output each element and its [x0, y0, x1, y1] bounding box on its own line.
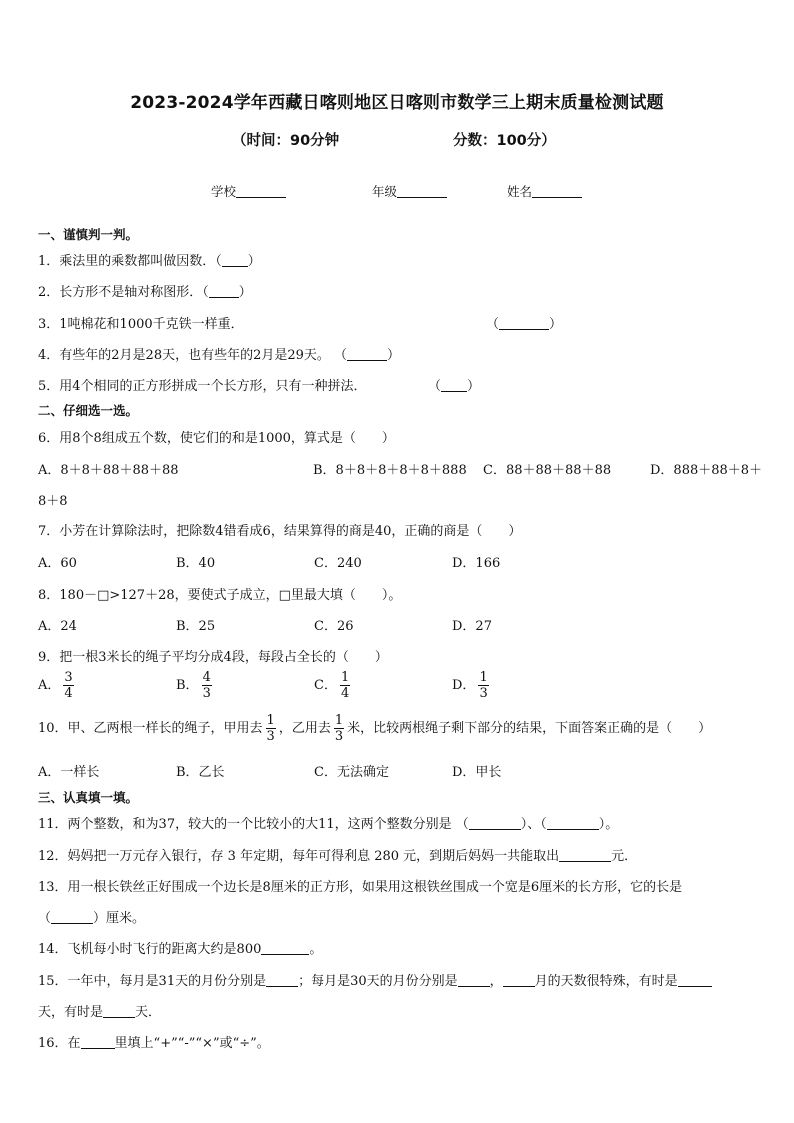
- option-a[interactable]: A．60: [38, 556, 77, 571]
- question-2: 2．长方形不是轴对称图形．（ ）: [38, 285, 252, 300]
- answer-blank[interactable]: [261, 940, 309, 955]
- option-c[interactable]: C．无法确定: [314, 765, 389, 780]
- answer-blank[interactable]: [458, 972, 490, 987]
- question-14: 14．飞机每小时飞行的距离大约是800 。: [38, 942, 323, 957]
- fraction: $\frac{4}{3}$: [202, 670, 211, 701]
- answer-blank[interactable]: [547, 815, 599, 830]
- option-a[interactable]: A．24: [38, 619, 77, 634]
- option-d[interactable]: D．27: [452, 619, 492, 634]
- question-10: 10．甲、乙两根一样长的绳子，甲用去 $\frac{1}{3}$ ，乙用去 $\frac{1}{3}$ 米，比较两根绳子剩下部分的结果，下面答案正确的是（ ）: [38, 713, 712, 744]
- option-b[interactable]: B．乙长: [176, 765, 225, 780]
- question-6: 6．用8个8组成五个数，使它们的和是1000，算式是（ ）: [38, 431, 395, 446]
- question-15: 15．一年中，每月是31天的月份分别是 ；每月是30天的月份分别是 ， 月的天数很特殊，有时是: [38, 970, 712, 989]
- question-8: 8．180－□>127＋28，要使式子成立，□里最大填（ ）。: [38, 588, 402, 603]
- page-title: 2023-2024学年西藏日喀则地区日喀则市数学三上期末质量检测试题: [130, 93, 664, 113]
- name-blank[interactable]: [532, 183, 582, 198]
- grade-field[interactable]: 年级: [372, 182, 447, 200]
- option-d[interactable]: D．166: [452, 556, 501, 571]
- fraction: $\frac{1}{3}$: [266, 713, 275, 744]
- grade-blank[interactable]: [397, 183, 447, 198]
- option-c[interactable]: C．26: [314, 619, 354, 634]
- question-13-answer: （ ）厘米。: [38, 911, 146, 926]
- answer-blank[interactable]: [222, 252, 248, 267]
- option-d[interactable]: D．甲长: [452, 765, 502, 780]
- option-d[interactable]: D．888＋88＋8＋: [650, 463, 763, 478]
- section-heading-fill: 三、认真填一填。: [38, 790, 139, 805]
- fraction: $\frac{3}{4}$: [64, 670, 73, 701]
- fraction: $\frac{1}{4}$: [340, 670, 350, 701]
- answer-blank[interactable]: [678, 972, 712, 987]
- option-b[interactable]: B．25: [176, 619, 216, 634]
- option-d-continued: 8＋8: [38, 494, 68, 509]
- option-c[interactable]: C．88＋88＋88＋88: [483, 463, 612, 478]
- question-15-continued: 天，有时是 天．: [38, 1005, 162, 1020]
- school-blank[interactable]: [236, 183, 286, 198]
- question-9: 9．把一根3米长的绳子平均分成4段，每段占全长的（ ）: [38, 650, 388, 665]
- question-16: 16．在 里填上“+”“-”“×”或“÷”。: [38, 1036, 270, 1051]
- answer-blank[interactable]: [469, 815, 521, 830]
- answer-blank[interactable]: [266, 972, 298, 987]
- answer-blank[interactable]: [51, 909, 93, 924]
- answer-blank[interactable]: [559, 847, 611, 862]
- answer-blank[interactable]: [503, 972, 535, 987]
- option-a[interactable]: A． $\frac{3}{4}$: [38, 670, 73, 701]
- option-d[interactable]: D． $\frac{1}{3}$: [452, 670, 488, 701]
- answer-blank[interactable]: [209, 283, 239, 298]
- answer-blank[interactable]: [81, 1034, 115, 1049]
- question-5-answer: （ ）: [428, 379, 481, 394]
- option-b[interactable]: B．8＋8＋8＋8＋8＋888: [313, 463, 467, 478]
- fraction: $\frac{1}{3}$: [334, 713, 344, 744]
- school-field[interactable]: 学校: [211, 182, 286, 200]
- option-c[interactable]: C．240: [314, 556, 362, 571]
- question-3: 3．1吨棉花和1000千克铁一样重．: [38, 317, 244, 332]
- question-11: 11．两个整数，和为37，较大的一个比较小的大11，这两个整数分别是 （ ）、（ ）。: [38, 817, 619, 832]
- question-12: 12．妈妈把一万元存入银行，存 3 年定期，每年可得利息 280 元，到期后妈妈一共能取出 元．: [38, 849, 638, 864]
- question-13: 13．用一根长铁丝正好围成一个边长是8厘米的正方形，如果用这根铁丝围成一个宽是6厘米的长方形，它的长是: [38, 880, 683, 895]
- answer-blank[interactable]: [347, 346, 387, 361]
- option-a[interactable]: A．一样长: [38, 765, 100, 780]
- exam-time: （时间：90分钟: [232, 133, 340, 149]
- question-7: 7．小芳在计算除法时，把除数4错看成6，结果算得的商是40，正确的商是（ ）: [38, 524, 522, 539]
- question-4: 4．有些年的2月是28天，也有些年的2月是29天。 （ ）: [38, 348, 401, 363]
- answer-blank[interactable]: [103, 1003, 135, 1018]
- section-heading-judge: 一、谨慎判一判。: [38, 227, 139, 242]
- question-1: 1．乘法里的乘数都叫做因数．（ ）: [38, 254, 261, 269]
- option-a[interactable]: A．8＋8＋88＋88＋88: [38, 463, 179, 478]
- name-field[interactable]: 姓名: [507, 182, 582, 200]
- fraction: $\frac{1}{3}$: [479, 670, 488, 701]
- section-heading-choose: 二、仔细选一选。: [38, 403, 139, 418]
- option-b[interactable]: B．40: [176, 556, 216, 571]
- exam-score: 分数：100分）: [453, 133, 556, 149]
- option-c[interactable]: C． $\frac{1}{4}$: [314, 670, 350, 701]
- answer-blank[interactable]: [441, 377, 467, 392]
- question-3-answer: （ ）: [486, 317, 563, 332]
- option-b[interactable]: B． $\frac{4}{3}$: [176, 670, 211, 701]
- question-5: 5．用4个相同的正方形拼成一个长方形，只有一种拼法．: [38, 379, 367, 394]
- answer-blank[interactable]: [499, 315, 549, 330]
